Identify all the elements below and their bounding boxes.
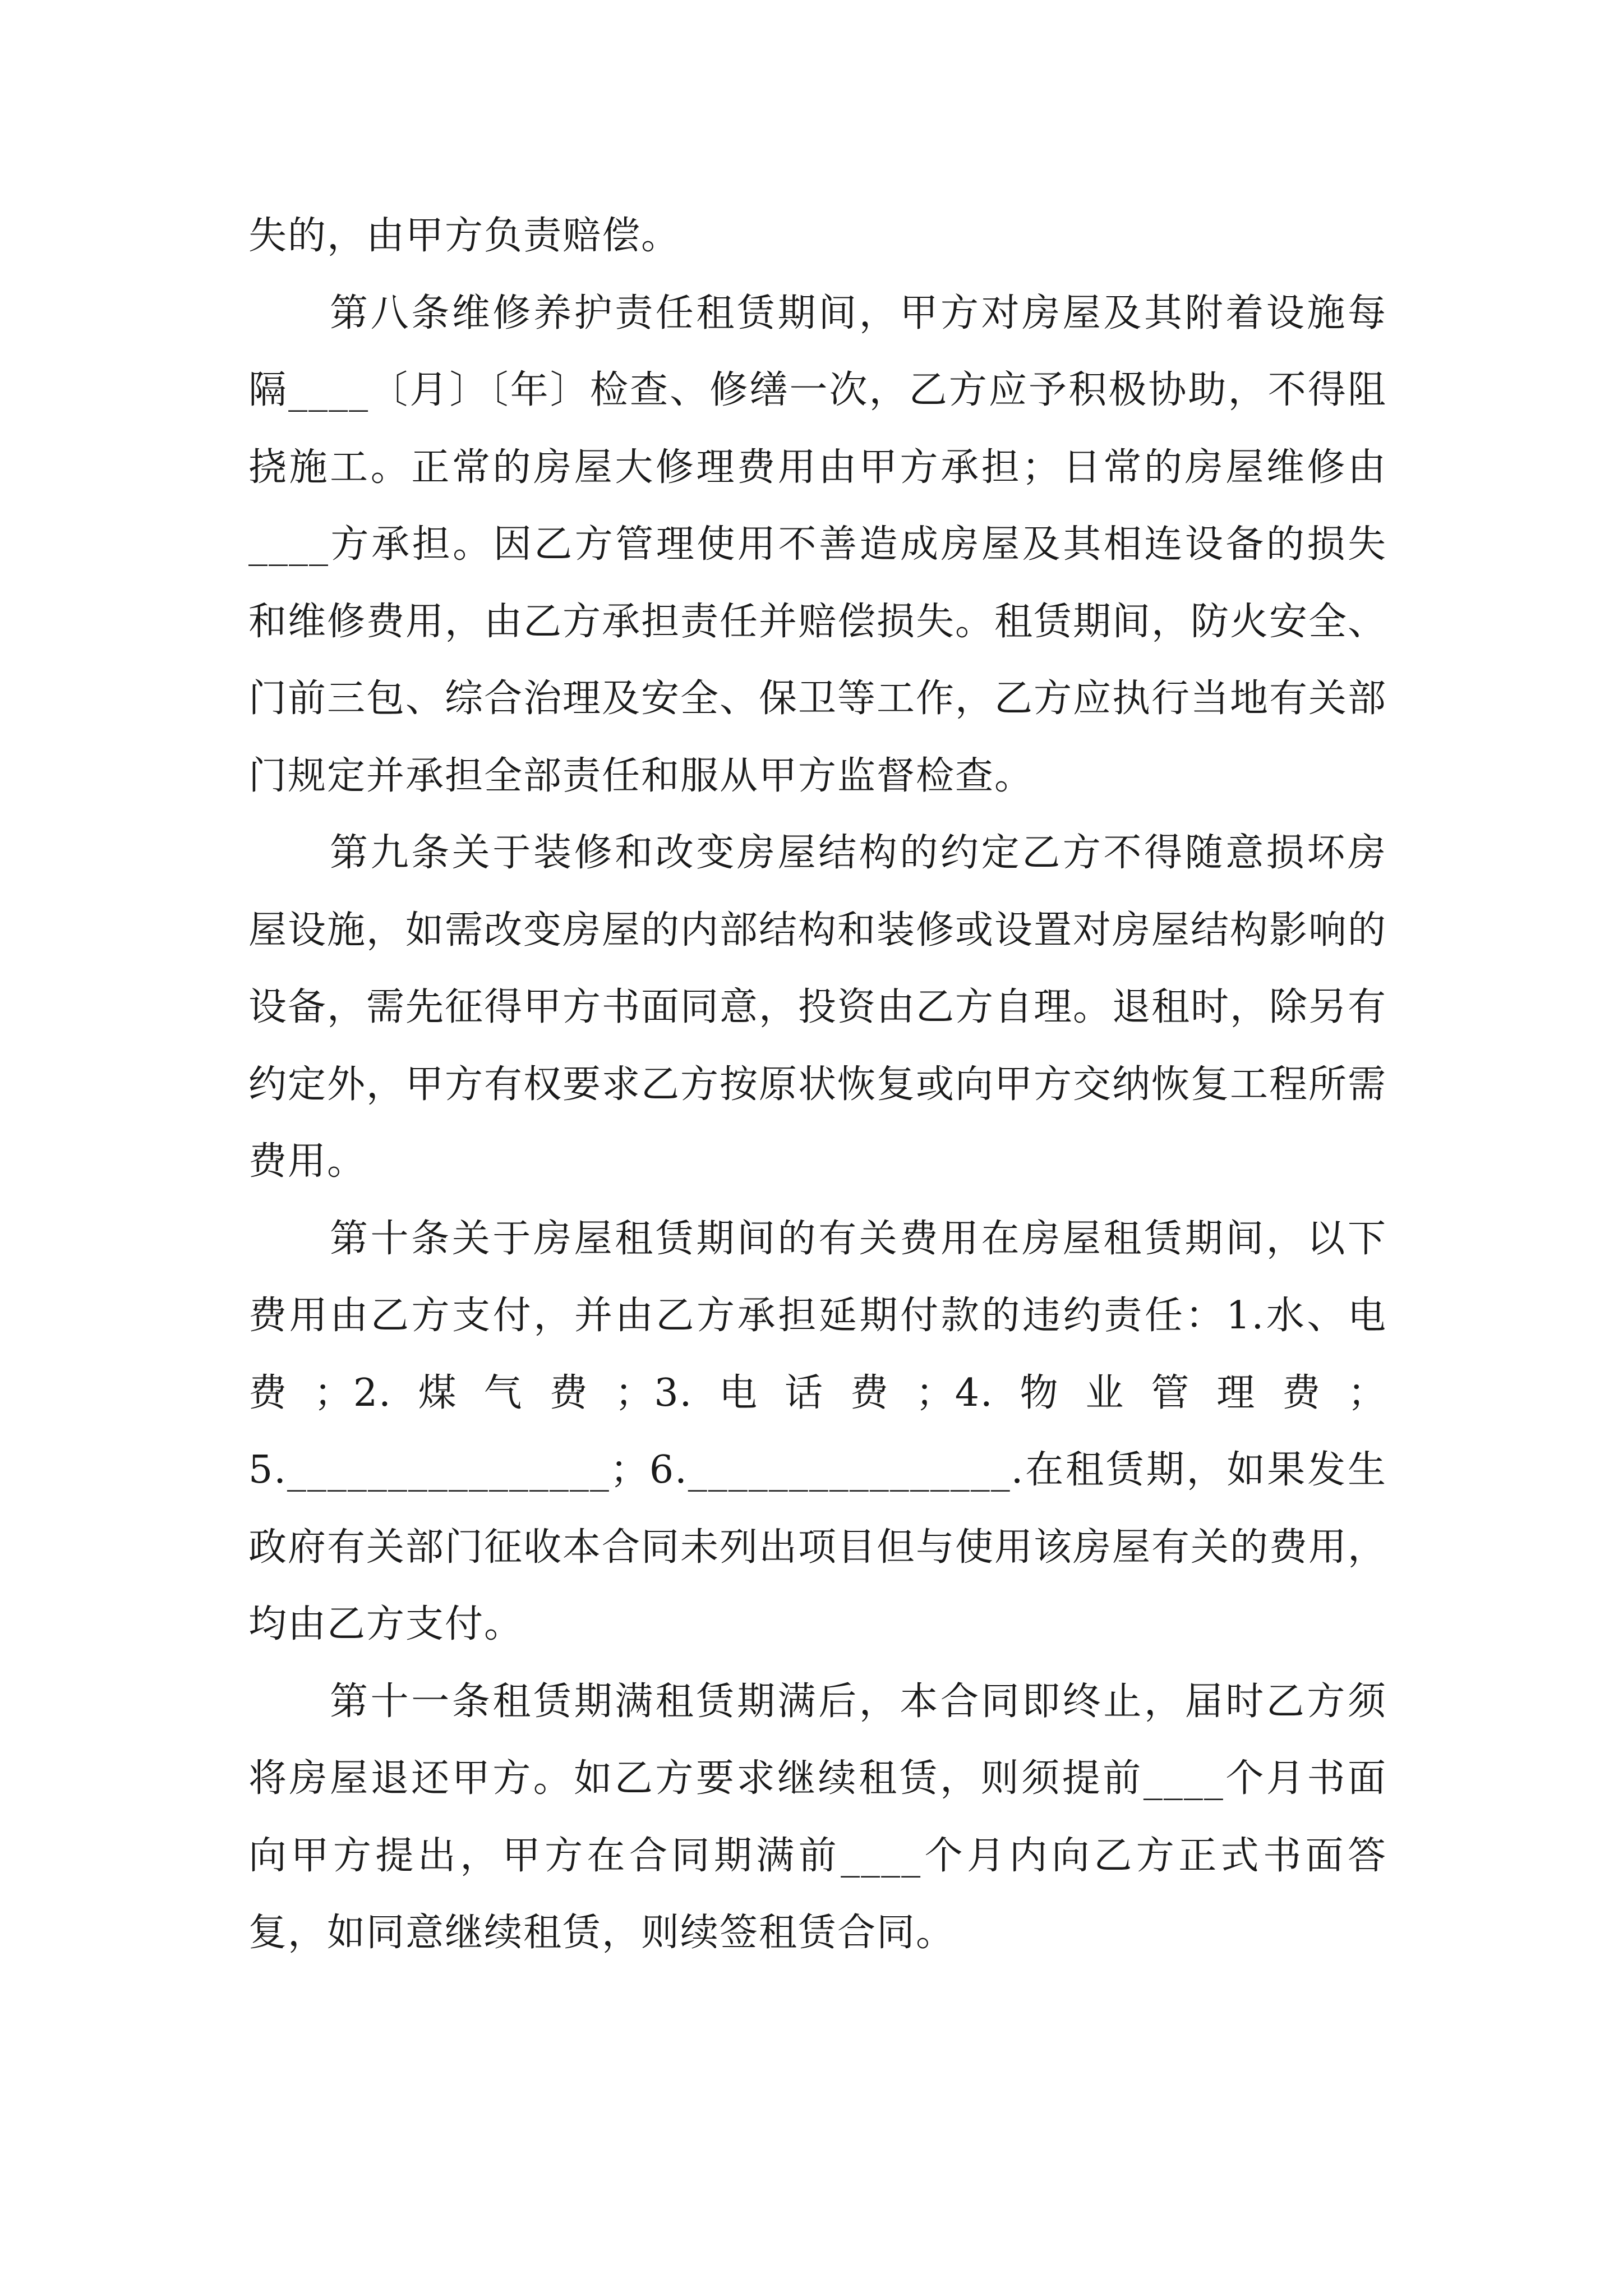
paragraph-article-10: 第十条关于房屋租赁期间的有关费用在房屋租赁期间，以下费用由乙方支付，并由乙方承担延期付款的违约责任：1.水、电费；2.煤气费；3.电话费；4.物业管理费；5.________________；6.________________.在租赁期，如果发生政府有关部门征收本合同未列出项目但与使用该房屋有关的费用，均由乙方支付。 bbox=[248, 1216, 1387, 1646]
paragraph-article-11: 第十一条租赁期满租赁期满后，本合同即终止，届时乙方须将房屋退还甲方。如乙方要求继续租赁，则须提前____个月书面向甲方提出，甲方在合同期满前____个月内向乙方正式书面答复，如同意继续租赁，则续签租赁合同。 bbox=[248, 1679, 1387, 1955]
paragraph-article-9: 第九条关于装修和改变房屋结构的约定乙方不得随意损坏房屋设施，如需改变房屋的内部结构和装修或设置对房屋结构影响的设备，需先征得甲方书面同意，投资由乙方自理。退租时，除另有约定外，甲方有权要求乙方按原状恢复或向甲方交纳恢复工程所需费用。 bbox=[248, 831, 1387, 1184]
paragraph-article-8: 第八条维修养护责任租赁期间，甲方对房屋及其附着设施每隔____〔月〕〔年〕检查、修缮一次，乙方应予积极协助，不得阻挠施工。正常的房屋大修理费用由甲方承担；日常的房屋维修由____方承担。因乙方管理使用不善造成房屋及其相连设备的损失和维修费用，由乙方承担责任并赔偿损失。租赁期间，防火安全、门前三包、综合治理及安全、保卫等工作，乙方应执行当地有关部门规定并承担全部责任和服从甲方监督检查。 bbox=[248, 291, 1387, 798]
document-body bbox=[248, 197, 1387, 1972]
paragraph-continuation: 失的，由甲方负责赔偿。 bbox=[248, 214, 681, 258]
